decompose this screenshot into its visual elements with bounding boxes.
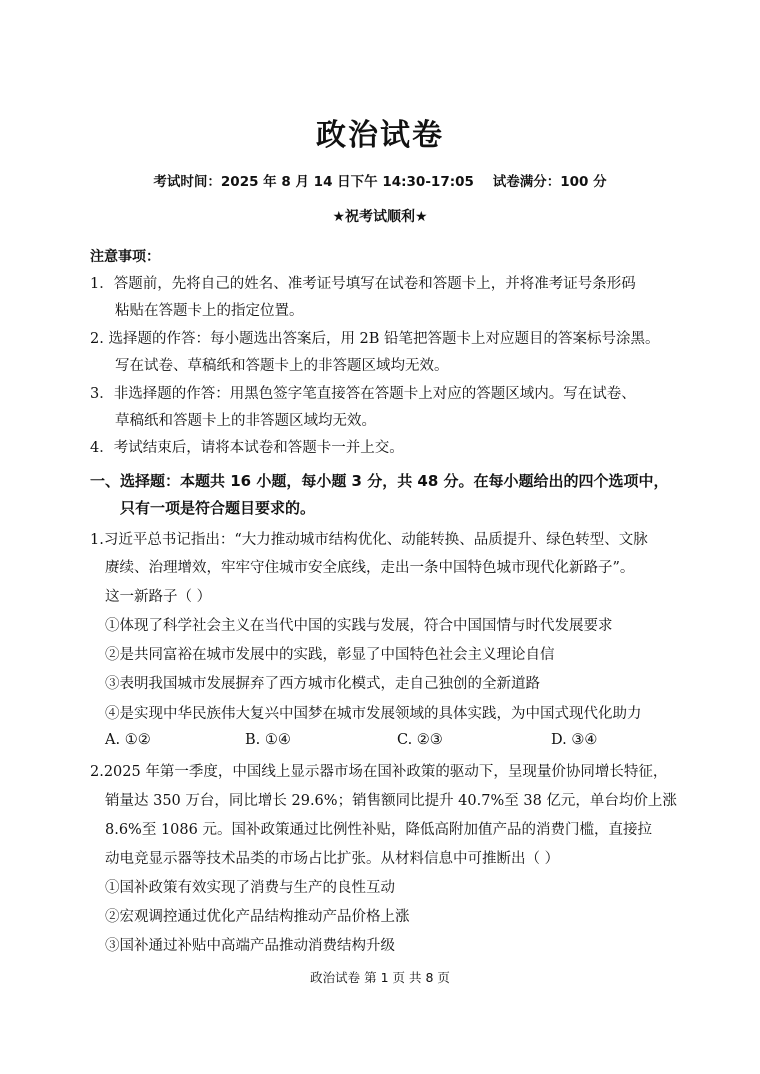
option-a: A. ①②	[105, 732, 151, 748]
question-1-stem: 赓续、治理增效，牢牢守住城市安全底线，走出一条中国特色城市现代化新路子”。	[105, 560, 635, 576]
note-line: 写在试卷、草稿纸和答题卡上的非答题区域均无效。	[115, 358, 449, 374]
question-1-item: ④是实现中华民族伟大复兴中国梦在城市发展领域的具体实践，为中国式现代化助力	[105, 706, 642, 722]
question-2-stem: 8.6%至 1086 元。国补政策通过比例性补贴，降低高附加值产品的消费门槛，直接拉	[105, 822, 652, 838]
good-luck-line: ★祝考试顺利★	[332, 209, 428, 225]
question-1-item: ①体现了科学社会主义在当代中国的实践与发展，符合中国国情与时代发展要求	[105, 618, 613, 634]
option-d: D. ③④	[551, 732, 598, 748]
section-heading: 只有一项是符合题目要求的。	[120, 499, 316, 517]
question-2-stem: 销量达 350 万台，同比增长 29.6%；销售额同比提升 40.7%至 38 亿元，单台均价上涨	[105, 793, 677, 809]
note-line: 3．非选择题的作答：用黑色签字笔直接答在答题卡上对应的答题区域内。写在试卷、	[90, 386, 636, 402]
question-2-item: ③国补通过补贴中高端产品推动消费结构升级	[105, 938, 395, 954]
question-1-item: ③表明我国城市发展摒弃了西方城市化模式，走自己独创的全新道路	[105, 676, 540, 692]
note-line: 草稿纸和答题卡上的非答题区域均无效。	[115, 413, 376, 429]
question-1-options	[105, 732, 665, 754]
question-2-stem: 动电竞显示器等技术品类的市场占比扩张。从材料信息中可推断出（ ）	[105, 851, 560, 867]
option-b: B. ①④	[245, 732, 291, 748]
question-2-item: ②宏观调控通过优化产品结构推动产品价格上涨	[105, 909, 410, 925]
question-2-stem: 2.2025 年第一季度，中国线上显示器市场在国补政策的驱动下，呈现量价协同增长特征，	[90, 764, 668, 780]
option-c: C. ②③	[397, 732, 443, 748]
note-line: 4．考试结束后，请将本试卷和答题卡一并上交。	[90, 440, 404, 456]
notes-heading: 注意事项：	[90, 249, 160, 265]
exam-info: 考试时间：2025 年 8 月 14 日下午 14:30-17:05 试卷满分：100 分	[153, 174, 607, 190]
note-line: 2. 选择题的作答：每小题选出答案后，用 2B 铅笔把答题卡上对应题目的答案标号涂黑。	[90, 331, 660, 347]
question-2-item: ①国补政策有效实现了消费与生产的良性互动	[105, 880, 395, 896]
question-1-stem: 这一新路子（ ）	[105, 589, 212, 605]
question-1-stem: 1.习近平总书记指出：“大力推动城市结构优化、动能转换、品质提升、绿色转型、文脉	[90, 532, 648, 548]
page-footer: 政治试卷 第 1 页 共 8 页	[310, 970, 450, 985]
note-line: 粘贴在答题卡上的指定位置。	[115, 303, 304, 319]
page-title: 政治试卷	[316, 118, 444, 153]
question-1-item: ②是共同富裕在城市发展中的实践，彰显了中国特色社会主义理论自信	[105, 647, 555, 663]
section-heading: 一、选择题：本题共 16 小题，每小题 3 分，共 48 分。在每小题给出的四个选项中，	[90, 472, 669, 490]
note-line: 1．答题前，先将自己的姓名、准考证号填写在试卷和答题卡上，并将准考证号条形码	[90, 276, 636, 292]
